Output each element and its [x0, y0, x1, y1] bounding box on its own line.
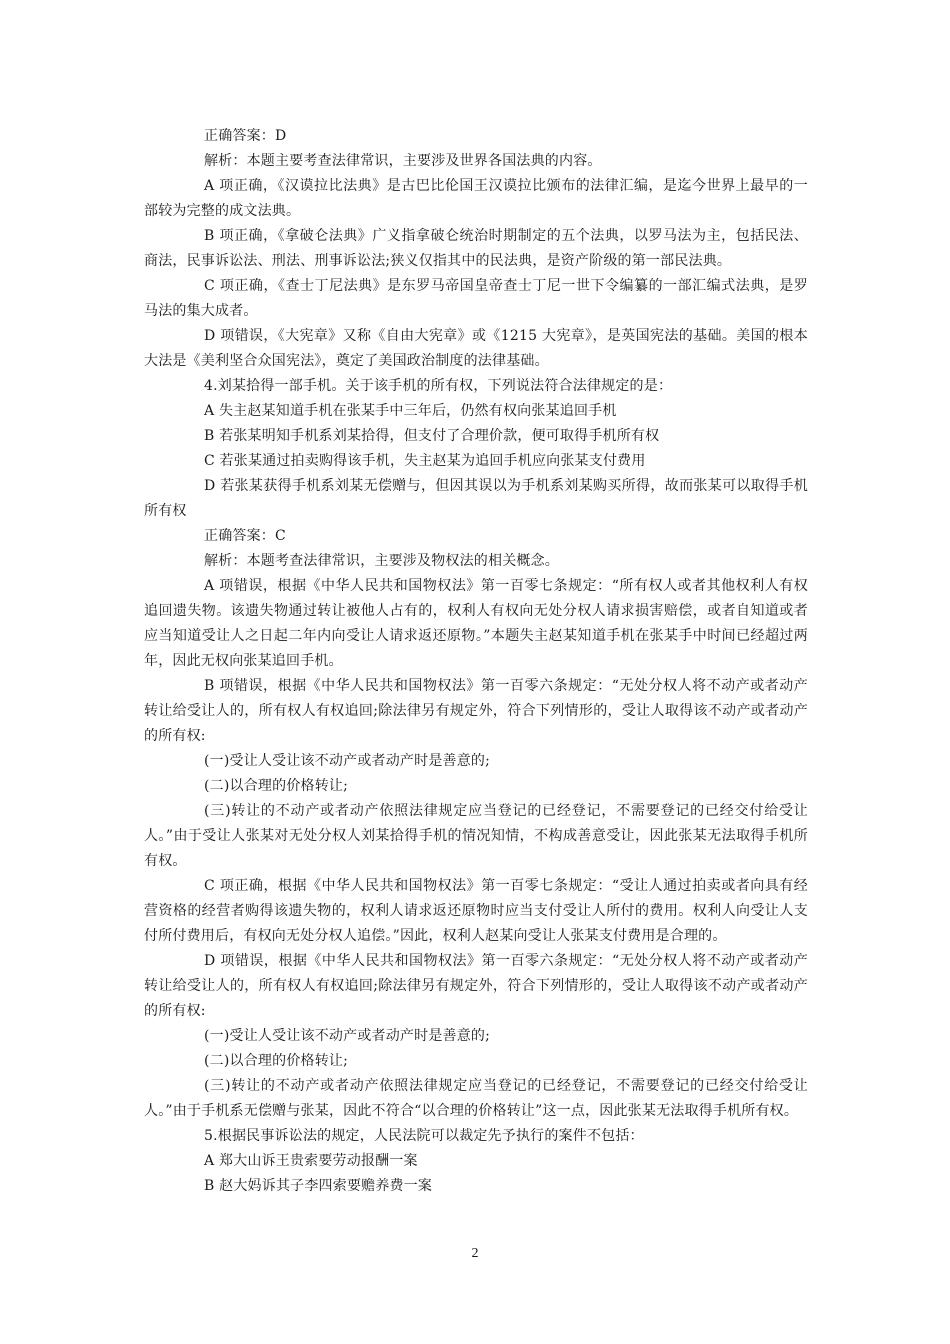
option-explanation-b: B 项错误，根据《中华人民共和国物权法》第一百零六条规定：“无处分权人将不动产或者动产转让给受让人的，所有权人有权追回;除法律另有规定外，符合下列情形的，受让人取得该不动产或者动产的所有权:	[144, 678, 808, 744]
question-4-option-c: C 若张某通过拍卖购得该手机，失主赵某为追回手机应向张某支付费用	[204, 453, 646, 469]
condition-item-1: (一)受让人受让该不动产或者动产时是善意的;	[204, 1028, 491, 1044]
condition-item-2: (二)以合理的价格转让;	[204, 778, 349, 794]
question-4-option-b: B 若张某明知手机系刘某拾得，但支付了合理价款，便可取得手机所有权	[204, 428, 660, 444]
page-number: 2	[471, 1246, 479, 1261]
question-5-option-a: A 郑大山诉王贵索要劳动报酬一案	[204, 1153, 418, 1169]
question-5: 5.根据民事诉讼法的规定，人民法院可以裁定先予执行的案件不包括：	[204, 1128, 644, 1144]
question-4-option-d: D 若张某获得手机系刘某无偿赠与，但因其误以为手机系刘某购买所得，故而张某可以取得手机所有权	[144, 478, 808, 519]
question-5-option-b: B 赵大妈诉其子李四索要赡养费一案	[204, 1178, 433, 1194]
question-4: 4.刘某拾得一部手机。关于该手机的所有权，下列说法符合法律规定的是：	[204, 378, 673, 394]
option-explanation-d: D 项错误，《大宪章》又称《自由大宪章》或《1215 大宪章》，是英国宪法的基础。美国的根本大法是《美利坚合众国宪法》，奠定了美国政治制度的法律基础。	[144, 328, 808, 369]
option-explanation-c: C 项正确，根据《中华人民共和国物权法》第一百零七条规定：“受让人通过拍卖或者向具有经营资格的经营者购得该遗失物的，权利人请求返还原物时应当支付受让人所付的费用。权利人向受让人支付所付费用后，有权向无处分权人追偿。”因此，权利人赵某向受让人张某支付费用是合理的。	[144, 878, 808, 944]
option-explanation-d: D 项错误，根据《中华人民共和国物权法》第一百零六条规定：“无处分权人将不动产或者动产转让给受让人的，所有权人有权追回;除法律另有规定外，符合下列情形的，受让人取得该不动产或者动产的所有权:	[144, 953, 808, 1019]
option-explanation-c: C 项正确，《查士丁尼法典》是东罗马帝国皇帝查士丁尼一世下令编纂的一部汇编式法典，是罗马法的集大成者。	[144, 278, 808, 319]
option-explanation-a: A 项错误，根据《中华人民共和国物权法》第一百零七条规定：“所有权人或者其他权利人有权追回遗失物。该遗失物通过转让被他人占有的，权利人有权向无处分权人请求损害赔偿，或者自知道或者应当知道受让人之日起二年内向受让人请求返还原物。”本题失主赵某知道手机在张某手中时间已经超过两年，因此无权向张某追回手机。	[144, 578, 808, 669]
option-explanation-b: B 项正确，《拿破仑法典》广义指拿破仑统治时期制定的五个法典，以罗马法为主，包括民法、商法，民事诉讼法、刑法、刑事诉讼法;狭义仅指其中的民法典，是资产阶级的第一部民法典。	[144, 228, 808, 269]
question-4-option-a: A 失主赵某知道手机在张某手中三年后，仍然有权向张某追回手机	[204, 403, 617, 419]
analysis-line: 解析：本题考查法律常识，主要涉及物权法的相关概念。	[204, 553, 559, 569]
answer-line: 正确答案：D	[204, 128, 287, 144]
condition-item-3: (三)转让的不动产或者动产依照法律规定应当登记的已经登记，不需要登记的已经交付给受让人。”由于受让人张某对无处分权人刘某拾得手机的情况知情，不构成善意受让，因此张某无法取得手机所有权。	[144, 803, 808, 869]
condition-item-1: (一)受让人受让该不动产或者动产时是善意的;	[204, 753, 491, 769]
condition-item-2: (二)以合理的价格转让;	[204, 1053, 349, 1069]
document-page	[144, 124, 808, 1199]
analysis-line: 解析：本题主要考查法律常识，主要涉及世界各国法典的内容。	[204, 153, 602, 169]
option-explanation-a: A 项正确，《汉谟拉比法典》是古巴比伦国王汉谟拉比颁布的法律汇编，是迄今世界上最早的一部较为完整的成文法典。	[144, 178, 808, 219]
answer-line: 正确答案：C	[204, 528, 286, 544]
condition-item-3: (三)转让的不动产或者动产依照法律规定应当登记的已经登记，不需要登记的已经交付给受让人。”由于手机系无偿赠与张某，因此不符合“以合理的价格转让”这一点，因此张某无法取得手机所有权。	[144, 1078, 808, 1119]
